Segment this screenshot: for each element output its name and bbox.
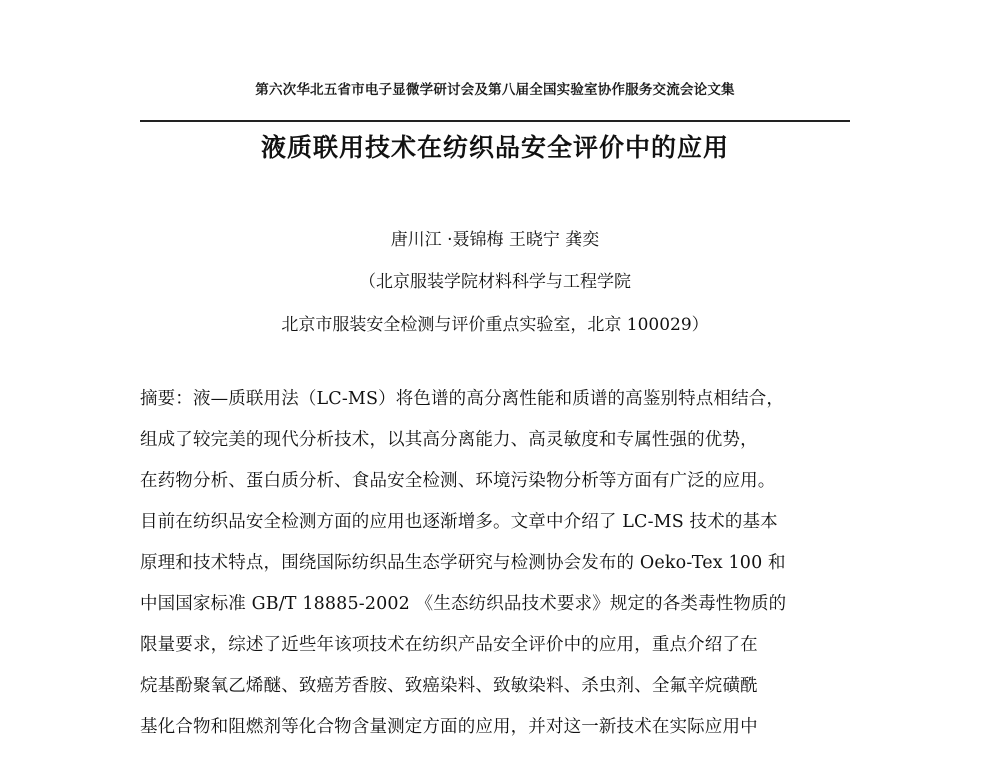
abstract-line: 限量要求，综述了近些年该项技术在纺织产品安全评价中的应用，重点介绍了在	[140, 635, 758, 655]
author-list: 唐川江 ·聂锦梅 王晓宁 龚奕	[390, 230, 600, 250]
abstract	[140, 384, 855, 753]
abstract-line: 基化合物和阻燃剂等化合物含量测定方面的应用，并对这一新技术在实际应用中	[140, 717, 758, 737]
abstract-line	[140, 384, 855, 425]
abstract-line: 组成了较完美的现代分析技术，以其高分离能力、高灵敏度和专属性强的优势，	[140, 430, 758, 450]
abstract-line: 在药物分析、蛋白质分析、食品安全检测、环境污染物分析等方面有广泛的应用。	[140, 471, 776, 491]
abstract-line: 原理和技术特点，围绕国际纺织品生态学研究与检测协会发布的 Oeko-Tex 100 和	[140, 553, 786, 573]
abstract-line: 目前在纺织品安全检测方面的应用也逐渐增多。文章中介绍了 LC-MS 技术的基本	[140, 512, 778, 532]
paper-title: 液质联用技术在纺织品安全评价中的应用	[260, 133, 729, 162]
abstract-text: 液—质联用法（LC-MS）将色谱的高分离性能和质谱的高鉴别特点相结合，	[192, 389, 785, 409]
affiliation-line-1: （北京服装学院材料科学与工程学院	[359, 272, 631, 292]
running-header: 第六次华北五省市电子显微学研讨会及第八届全国实验室协作服务交流会论文集	[255, 82, 735, 98]
abstract-label: 摘要：	[140, 389, 193, 409]
header-rule	[140, 120, 850, 122]
affiliation-line-2: 北京市服装安全检测与评价重点实验室，北京 100029）	[281, 315, 709, 335]
abstract-line: 烷基酚聚氧乙烯醚、致癌芳香胺、致癌染料、致敏染料、杀虫剂、全氟辛烷磺酰	[140, 676, 758, 696]
abstract-line: 中国国家标准 GB/T 18885-2002 《生态纺织品技术要求》规定的各类毒性物质的	[140, 594, 787, 614]
